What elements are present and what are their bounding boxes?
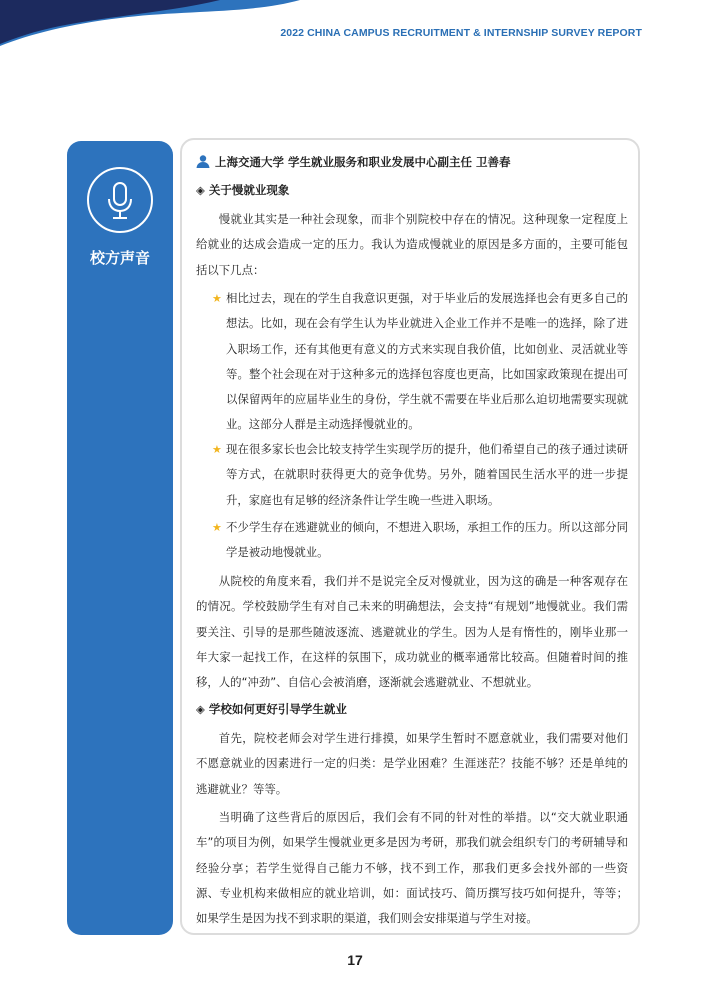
sidebar-label: 校方声音 <box>89 250 150 267</box>
guidance-paragraph-2: 当明确了这些背后的原因后，我们会有不同的针对性的举措。以“交大就业职通车”的项目为例，如果学生慢就业更多是因为考研，那我们就会组织专门的考研辅导和经验分享；若学生觉得自己能力不够，找不到工作，那我们更多会找外部的一些资源、专业机构来做相应的就业培训，如：面试技巧、简历撰写技巧如何提升，等等；如果学生是因为找不到求职的渠道，我们则会安排渠道与学生对接。 <box>196 810 628 926</box>
author-line <box>196 154 511 170</box>
guidance-paragraph-1: 首先，院校老师会对学生进行排摸，如果学生暂时不愿意就业，我们需要对他们不愿意就业的因素进行一定的归类：是学业困难？生涯迷茫？技能不够？还是单纯的逃避就业？等等。 <box>196 731 628 796</box>
star-icon: ★ <box>212 292 222 305</box>
list-item-text: 不少学生存在逃避就业的倾向，不想进入职场，承担工作的压力。所以这部分同学是被动地慢就业。 <box>226 520 628 560</box>
author-name: 上海交通大学 学生就业服务和职业发展中心副主任 卫善春 <box>215 155 511 169</box>
list-item-text: 相比过去，现在的学生自我意识更强，对于毕业后的发展选择也会有更多自己的想法。比如，现在会有学生认为毕业就进入企业工作并不是唯一的选择，除了进入职场工作，还有其他更有意义的方式来实现自我价值，比如创业、灵活就业等等。整个社会现在对于这种多元的选择包容度也更高，比如国家政策现在提出可以保留两年的应届毕业生的身份，学生就不需要在毕业后那么迫切地需要实现就业。这部分人群是主动选择慢就业的。 <box>226 291 628 432</box>
report-title: 2022 CHINA CAMPUS RECRUITMENT & INTERNSHIP SURVEY REPORT <box>280 27 642 39</box>
list-item <box>212 515 628 566</box>
star-icon: ★ <box>212 443 222 456</box>
header-wave-decoration <box>0 0 340 46</box>
person-icon <box>196 155 210 168</box>
conclusion-paragraph: 从院校的角度来看，我们并不是说完全反对慢就业，因为这的确是一种客观存在的情况。学校鼓励学生有对自己未来的明确想法，会支持“有规划”地慢就业。我们需要关注、引导的是那些随波逐流、逃避就业的学生。因为人是有惰性的，刚毕业那一年大家一起找工作，在这样的氛围下，成功就业的概率通常比较高。但随着时间的推移，人的“冲劲”、自信心会被消磨，逐渐就会逃避就业、不想就业。 <box>196 574 628 690</box>
list-item-text: 现在很多家长也会比较支持学生实现学历的提升，他们希望自己的孩子通过读研等方式，在就职时获得更大的竞争优势。另外，随着国民生活水平的进一步提升，家庭也有足够的经济条件让学生晚一些进入职场。 <box>226 442 628 507</box>
microphone-icon <box>87 167 153 233</box>
list-item <box>212 437 628 513</box>
section-heading-slow-employment: ◈ 关于慢就业现象 <box>196 183 290 197</box>
page-number: 17 <box>347 952 363 968</box>
intro-paragraph: 慢就业其实是一种社会现象，而非个别院校中存在的情况。这种现象一定程度上给就业的达成会造成一定的压力。我认为造成慢就业的原因是多方面的，主要可能包括以下几点： <box>196 212 628 277</box>
section-heading-guidance: ◈ 学校如何更好引导学生就业 <box>196 702 347 716</box>
star-icon: ★ <box>212 521 222 534</box>
list-item <box>212 286 628 438</box>
